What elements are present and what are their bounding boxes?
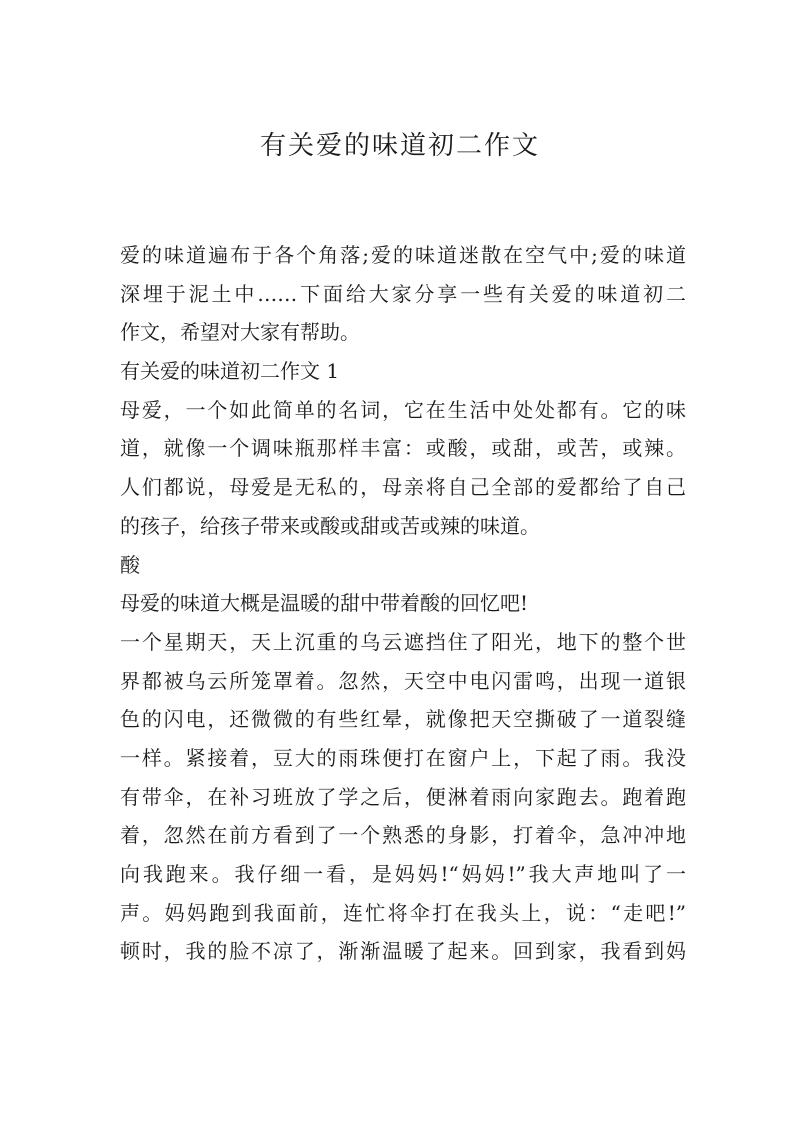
paragraph-line: 向我跑来。我仔细一看，是妈妈!“妈妈!”我大声地叫了一	[120, 862, 686, 886]
paragraph-line: 母爱，一个如此简单的名词，它在生活中处处都有。它的味	[120, 397, 686, 422]
paragraph-line: 人们都说，母爱是无私的，母亲将自己全部的爱都给了自己	[120, 475, 686, 500]
paragraph-line: 界都被乌云所笼罩着。忽然，天空中电闪雷鸣，出现一道银	[120, 668, 686, 693]
document-title: 有关爱的味道初二作文	[259, 131, 540, 161]
document-body	[120, 236, 686, 971]
paragraph-line: 着，忽然在前方看到了一个熟悉的身影，打着伞，急冲冲地	[120, 823, 686, 848]
paragraph-line: 母爱的味道大概是温暖的甜中带着酸的回忆吧!	[120, 591, 529, 616]
paragraph-line: 声。妈妈跑到我面前，连忙将伞打在我头上，说：“走吧!”	[120, 900, 686, 925]
paragraph-line: 一个星期天，天上沉重的乌云遮挡住了阳光，地下的整个世	[120, 629, 686, 654]
section-heading: 有关爱的味道初二作文 1	[120, 359, 340, 384]
subheading-sour: 酸	[120, 552, 140, 577]
paragraph-line: 道，就像一个调味瓶那样丰富：或酸，或甜，或苦，或辣。	[120, 436, 686, 461]
paragraph-line: 色的闪电，还微微的有些红晕，就像把天空撕破了一道裂缝	[120, 707, 686, 732]
paragraph-line: 的孩子，给孩子带来或酸或甜或苦或辣的味道。	[120, 513, 540, 538]
paragraph-line: 爱的味道遍布于各个角落;爱的味道迷散在空气中;爱的味道	[120, 243, 686, 267]
paragraph-line: 顿时，我的脸不凉了，渐渐温暖了起来。回到家，我看到妈	[120, 939, 686, 964]
paragraph-line: 作文，希望对大家有帮助。	[120, 320, 360, 345]
paragraph-line: 一样。紧接着，豆大的雨珠便打在窗户上，下起了雨。我没	[120, 745, 686, 770]
paragraph-line: 深埋于泥土中……下面给大家分享一些有关爱的味道初二	[120, 281, 686, 306]
paragraph-line: 有带伞，在补习班放了学之后，便淋着雨向家跑去。跑着跑	[120, 784, 686, 809]
